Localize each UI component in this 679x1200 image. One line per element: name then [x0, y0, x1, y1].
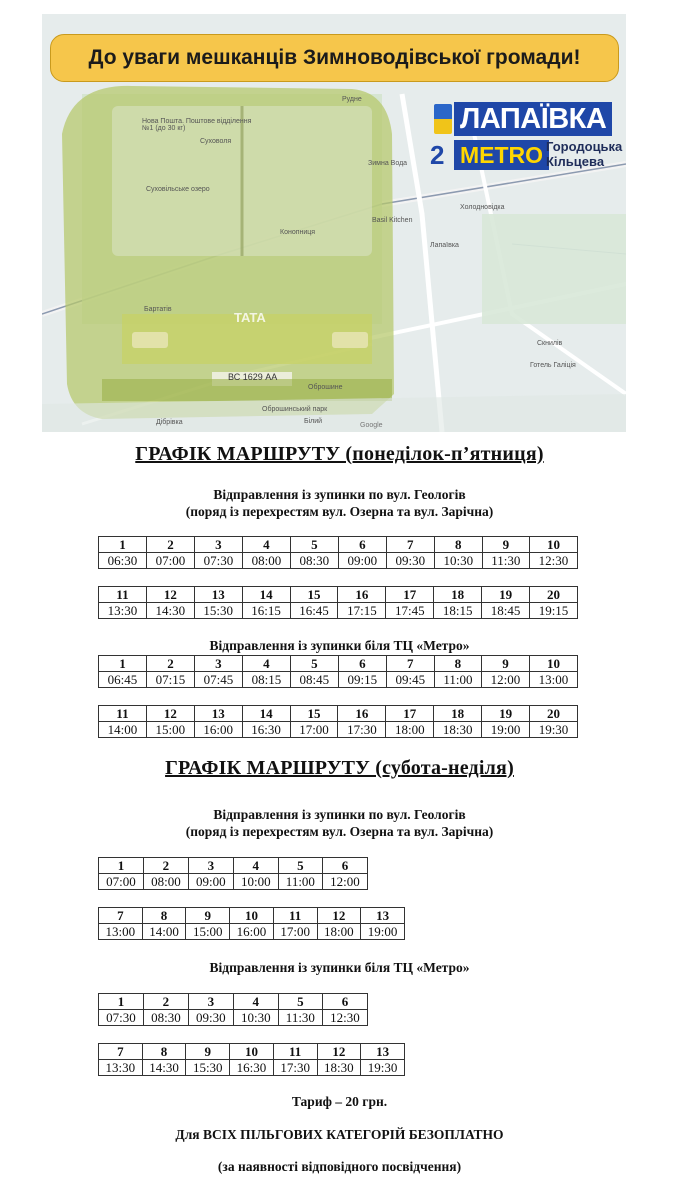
brand-street-1: Городоцька — [546, 139, 623, 154]
departure-time-cell: 07:00 — [99, 874, 144, 890]
weekend-stop2-table-b — [98, 1043, 405, 1076]
departure-time-cell: 12:30 — [529, 553, 577, 569]
trip-number-cell: 7 — [99, 908, 143, 924]
departure-time-cell: 14:00 — [99, 722, 147, 738]
trip-number-cell: 2 — [143, 858, 188, 874]
weekend-stop1-table-b — [98, 907, 405, 940]
trip-number-cell: 11 — [99, 706, 147, 722]
trip-number-cell: 15 — [290, 587, 338, 603]
departure-time-cell: 14:30 — [146, 603, 194, 619]
trip-number-row — [99, 994, 368, 1010]
departure-time-row — [99, 1010, 368, 1026]
departure-time-cell: 18:30 — [317, 1060, 361, 1076]
departure-time-cell: 17:00 — [273, 924, 317, 940]
map-label-obroshyne: Оброшине — [308, 384, 343, 391]
trip-number-cell: 19 — [482, 587, 530, 603]
departure-time-cell: 09:00 — [338, 553, 386, 569]
brand-metro: METRO — [454, 140, 549, 170]
certificate-note: (за наявності відповідного посвідчення) — [217, 1159, 462, 1174]
map-label-sukhovolia: Суховоля — [200, 138, 232, 145]
departure-time-row — [99, 722, 578, 738]
trip-number-cell: 1 — [99, 656, 147, 672]
free-categories-text: Для ВСІХ ПІЛЬГОВИХ КАТЕГОРІЙ БЕЗОПЛАТНО — [175, 1127, 504, 1142]
trip-number-cell: 6 — [338, 537, 386, 553]
departure-time-cell: 07:30 — [194, 553, 242, 569]
ukraine-flag-icon — [434, 104, 452, 134]
trip-number-cell: 5 — [290, 537, 338, 553]
trip-number-cell: 18 — [434, 706, 482, 722]
map-label-dibrivka: Дібрівка — [156, 419, 183, 426]
map-label-zymna-voda: Зимна Вода — [368, 160, 408, 167]
notice-banner — [50, 34, 619, 82]
weekday-stop1-title — [0, 486, 679, 520]
trip-number-cell: 1 — [99, 994, 144, 1010]
route-logo — [430, 102, 623, 188]
trip-number-cell: 15 — [290, 706, 338, 722]
departure-time-cell: 19:30 — [361, 1060, 405, 1076]
departure-time-cell: 14:30 — [142, 1060, 186, 1076]
departure-time-cell: 16:15 — [242, 603, 290, 619]
trip-number-cell: 4 — [242, 656, 290, 672]
departure-time-cell: 16:30 — [230, 1060, 274, 1076]
map-label-kholodnovidka: Холодновідка — [460, 204, 505, 211]
trip-number-cell: 6 — [322, 994, 367, 1010]
trip-number-cell: 3 — [194, 537, 242, 553]
trip-number-cell: 9 — [186, 908, 230, 924]
departure-time-cell: 08:15 — [242, 672, 290, 688]
departure-time-row — [99, 924, 405, 940]
departure-time-cell: 10:30 — [233, 1010, 278, 1026]
departure-time-cell: 17:15 — [338, 603, 386, 619]
departure-time-cell: 07:15 — [146, 672, 194, 688]
departure-time-cell: 16:00 — [230, 924, 274, 940]
weekend-stop2-title: Відправлення із зупинки біля ТЦ «Метро» — [209, 960, 470, 975]
trip-number-cell: 11 — [99, 587, 147, 603]
trip-number-cell: 9 — [482, 537, 529, 553]
trip-number-cell: 8 — [142, 908, 186, 924]
departure-time-cell: 16:30 — [242, 722, 290, 738]
departure-time-cell: 11:00 — [278, 874, 322, 890]
notice-text: До уваги мешканців Зимноводівської громади! — [88, 46, 581, 69]
map-label-bilyi: Білий — [304, 418, 323, 425]
trip-number-cell: 12 — [146, 706, 194, 722]
brand-streets — [546, 139, 622, 169]
trip-number-cell: 10 — [529, 537, 577, 553]
trip-number-cell: 3 — [188, 994, 233, 1010]
departure-time-cell: 15:00 — [186, 924, 230, 940]
google-logo: Google — [360, 422, 383, 429]
departure-time-cell: 08:45 — [290, 672, 338, 688]
brand-street-2: Кільцева — [546, 154, 605, 169]
trip-number-cell: 6 — [322, 858, 367, 874]
departure-time-cell: 09:15 — [338, 672, 386, 688]
departure-time-cell: 17:30 — [338, 722, 386, 738]
bus-plate: ВС 1629 АА — [228, 372, 278, 382]
fare-text: Тариф – 20 грн. — [291, 1094, 388, 1109]
trip-number-cell: 13 — [194, 706, 242, 722]
departure-time-cell: 13:00 — [99, 924, 143, 940]
departure-time-cell: 07:45 — [194, 672, 242, 688]
departure-time-cell: 08:30 — [290, 553, 338, 569]
departure-time-cell: 19:30 — [530, 722, 578, 738]
trip-number-row — [99, 858, 368, 874]
trip-number-cell: 13 — [361, 908, 405, 924]
map-label-skhnyliv: Скнилів — [537, 340, 563, 347]
trip-number-cell: 9 — [186, 1044, 230, 1060]
trip-number-cell: 2 — [146, 656, 194, 672]
weekday-stop1-table-a — [98, 536, 578, 569]
departure-time-cell: 19:15 — [530, 603, 578, 619]
departure-time-cell: 13:30 — [99, 1060, 143, 1076]
departure-time-cell: 12:00 — [322, 874, 367, 890]
trip-number-cell: 20 — [530, 706, 578, 722]
trip-number-cell: 8 — [142, 1044, 186, 1060]
departure-time-cell: 08:00 — [143, 874, 188, 890]
departure-time-row — [99, 1060, 405, 1076]
departure-time-cell: 17:00 — [290, 722, 338, 738]
weekday-stop1-table-b — [98, 586, 578, 619]
departure-time-cell: 11:30 — [482, 553, 529, 569]
trip-number-row — [99, 1044, 405, 1060]
route-number: 2 — [430, 140, 445, 170]
weekday-stop1-line2: (поряд із перехрестям вул. Озерна та вул. Зарічна) — [185, 504, 494, 519]
departure-time-cell: 15:30 — [194, 603, 242, 619]
trip-number-row — [99, 706, 578, 722]
map-label-rudne: Рудне — [342, 96, 362, 103]
trip-number-cell: 1 — [99, 858, 144, 874]
map-label-hotel: Готель Галіція — [530, 362, 576, 369]
trip-number-cell: 8 — [434, 537, 482, 553]
trip-number-cell: 3 — [194, 656, 242, 672]
departure-time-cell: 09:30 — [386, 553, 434, 569]
trip-number-cell: 7 — [99, 1044, 143, 1060]
map-label-basil-kitchen: Basil Kitchen — [372, 217, 413, 224]
trip-number-cell: 8 — [434, 656, 481, 672]
departure-time-cell: 09:45 — [386, 672, 434, 688]
departure-time-cell: 17:45 — [386, 603, 434, 619]
trip-number-cell: 18 — [434, 587, 482, 603]
departure-time-row — [99, 553, 578, 569]
map-label-nova-poshta: Нова Пошта. Поштове відділення №1 (до 30 кг) — [142, 118, 252, 132]
trip-number-cell: 5 — [290, 656, 338, 672]
trip-number-row — [99, 908, 405, 924]
trip-number-cell: 12 — [146, 587, 194, 603]
trip-number-cell: 2 — [146, 537, 194, 553]
trip-number-cell: 9 — [481, 656, 529, 672]
departure-time-cell: 12:30 — [322, 1010, 367, 1026]
trip-number-cell: 13 — [194, 587, 242, 603]
departure-time-cell: 06:45 — [99, 672, 147, 688]
trip-number-cell: 5 — [278, 858, 322, 874]
departure-time-cell: 15:00 — [146, 722, 194, 738]
trip-number-cell: 16 — [338, 706, 386, 722]
departure-time-cell: 09:30 — [188, 1010, 233, 1026]
trip-number-cell: 10 — [230, 1044, 274, 1060]
trip-number-row — [99, 537, 578, 553]
weekend-stop1-line1: Відправлення із зупинки по вул. Геологів — [213, 807, 466, 822]
departure-time-cell: 06:30 — [99, 553, 147, 569]
departure-time-cell: 07:30 — [99, 1010, 144, 1026]
departure-time-cell: 19:00 — [482, 722, 530, 738]
trip-number-cell: 3 — [188, 858, 233, 874]
weekend-stop1-line2: (поряд із перехрестям вул. Озерна та вул. Зарічна) — [185, 824, 494, 839]
departure-time-cell: 19:00 — [361, 924, 405, 940]
departure-time-cell: 12:00 — [481, 672, 529, 688]
bus-make-badge: TATA — [234, 310, 266, 325]
trip-number-cell: 14 — [242, 587, 290, 603]
departure-time-cell: 14:00 — [142, 924, 186, 940]
trip-number-cell: 17 — [386, 706, 434, 722]
map-label-konopnytsia: Конопниця — [280, 229, 316, 236]
departure-time-cell: 13:00 — [529, 672, 577, 688]
departure-time-cell: 11:00 — [434, 672, 481, 688]
departure-time-cell: 18:00 — [317, 924, 361, 940]
departure-time-cell: 18:15 — [434, 603, 482, 619]
trip-number-cell: 16 — [338, 587, 386, 603]
weekday-schedule-title: ГРАФІК МАРШРУТУ (понеділок-п’ятниця) — [135, 443, 544, 465]
trip-number-cell: 12 — [317, 1044, 361, 1060]
trip-number-cell: 14 — [242, 706, 290, 722]
map-label-lapaivka: Лапаївка — [430, 242, 459, 249]
map-label-sukhovilske-ozero: Суховільське озеро — [146, 186, 210, 193]
weekend-stop1-title — [0, 806, 679, 840]
departure-time-cell: 18:30 — [434, 722, 482, 738]
trip-number-cell: 12 — [317, 908, 361, 924]
brand-name: ЛАПАЇВКА — [454, 102, 612, 136]
trip-number-cell: 10 — [529, 656, 577, 672]
departure-time-cell: 08:30 — [143, 1010, 188, 1026]
weekend-stop2-table-a — [98, 993, 368, 1026]
weekend-stop1-table-a — [98, 857, 368, 890]
trip-number-cell: 11 — [273, 908, 317, 924]
trip-number-cell: 10 — [230, 908, 274, 924]
trip-number-cell: 7 — [386, 537, 434, 553]
trip-number-cell: 1 — [99, 537, 147, 553]
trip-number-cell: 20 — [530, 587, 578, 603]
trip-number-cell: 4 — [233, 994, 278, 1010]
trip-number-cell: 17 — [386, 587, 434, 603]
trip-number-cell: 4 — [233, 858, 278, 874]
route-banner — [42, 14, 626, 432]
map-label-bartativ: Бартатів — [144, 306, 172, 313]
trip-number-row — [99, 656, 578, 672]
departure-time-cell: 18:00 — [386, 722, 434, 738]
weekday-stop2-table-b — [98, 705, 578, 738]
departure-time-cell: 07:00 — [146, 553, 194, 569]
departure-time-row — [99, 603, 578, 619]
trip-number-cell: 13 — [361, 1044, 405, 1060]
weekend-schedule-title: ГРАФІК МАРШРУТУ (субота-неділя) — [165, 757, 514, 779]
departure-time-cell: 13:30 — [99, 603, 147, 619]
trip-number-cell: 7 — [386, 656, 434, 672]
departure-time-row — [99, 672, 578, 688]
departure-time-row — [99, 874, 368, 890]
trip-number-cell: 4 — [242, 537, 290, 553]
departure-time-cell: 16:00 — [194, 722, 242, 738]
map-label-obroshyne-park: Оброшинський парк — [262, 406, 328, 413]
departure-time-cell: 10:30 — [434, 553, 482, 569]
trip-number-cell: 11 — [273, 1044, 317, 1060]
departure-time-cell: 16:45 — [290, 603, 338, 619]
trip-number-row — [99, 587, 578, 603]
departure-time-cell: 10:00 — [233, 874, 278, 890]
departure-time-cell: 18:45 — [482, 603, 530, 619]
departure-time-cell: 17:30 — [273, 1060, 317, 1076]
trip-number-cell: 2 — [143, 994, 188, 1010]
trip-number-cell: 6 — [338, 656, 386, 672]
trip-number-cell: 5 — [278, 994, 322, 1010]
departure-time-cell: 15:30 — [186, 1060, 230, 1076]
departure-time-cell: 11:30 — [278, 1010, 322, 1026]
weekday-stop1-line1: Відправлення із зупинки по вул. Геологів — [213, 487, 466, 502]
departure-time-cell: 09:00 — [188, 874, 233, 890]
trip-number-cell: 19 — [482, 706, 530, 722]
weekday-stop2-table-a — [98, 655, 578, 688]
departure-time-cell: 08:00 — [242, 553, 290, 569]
weekday-stop2-title: Відправлення із зупинки біля ТЦ «Метро» — [209, 638, 470, 653]
